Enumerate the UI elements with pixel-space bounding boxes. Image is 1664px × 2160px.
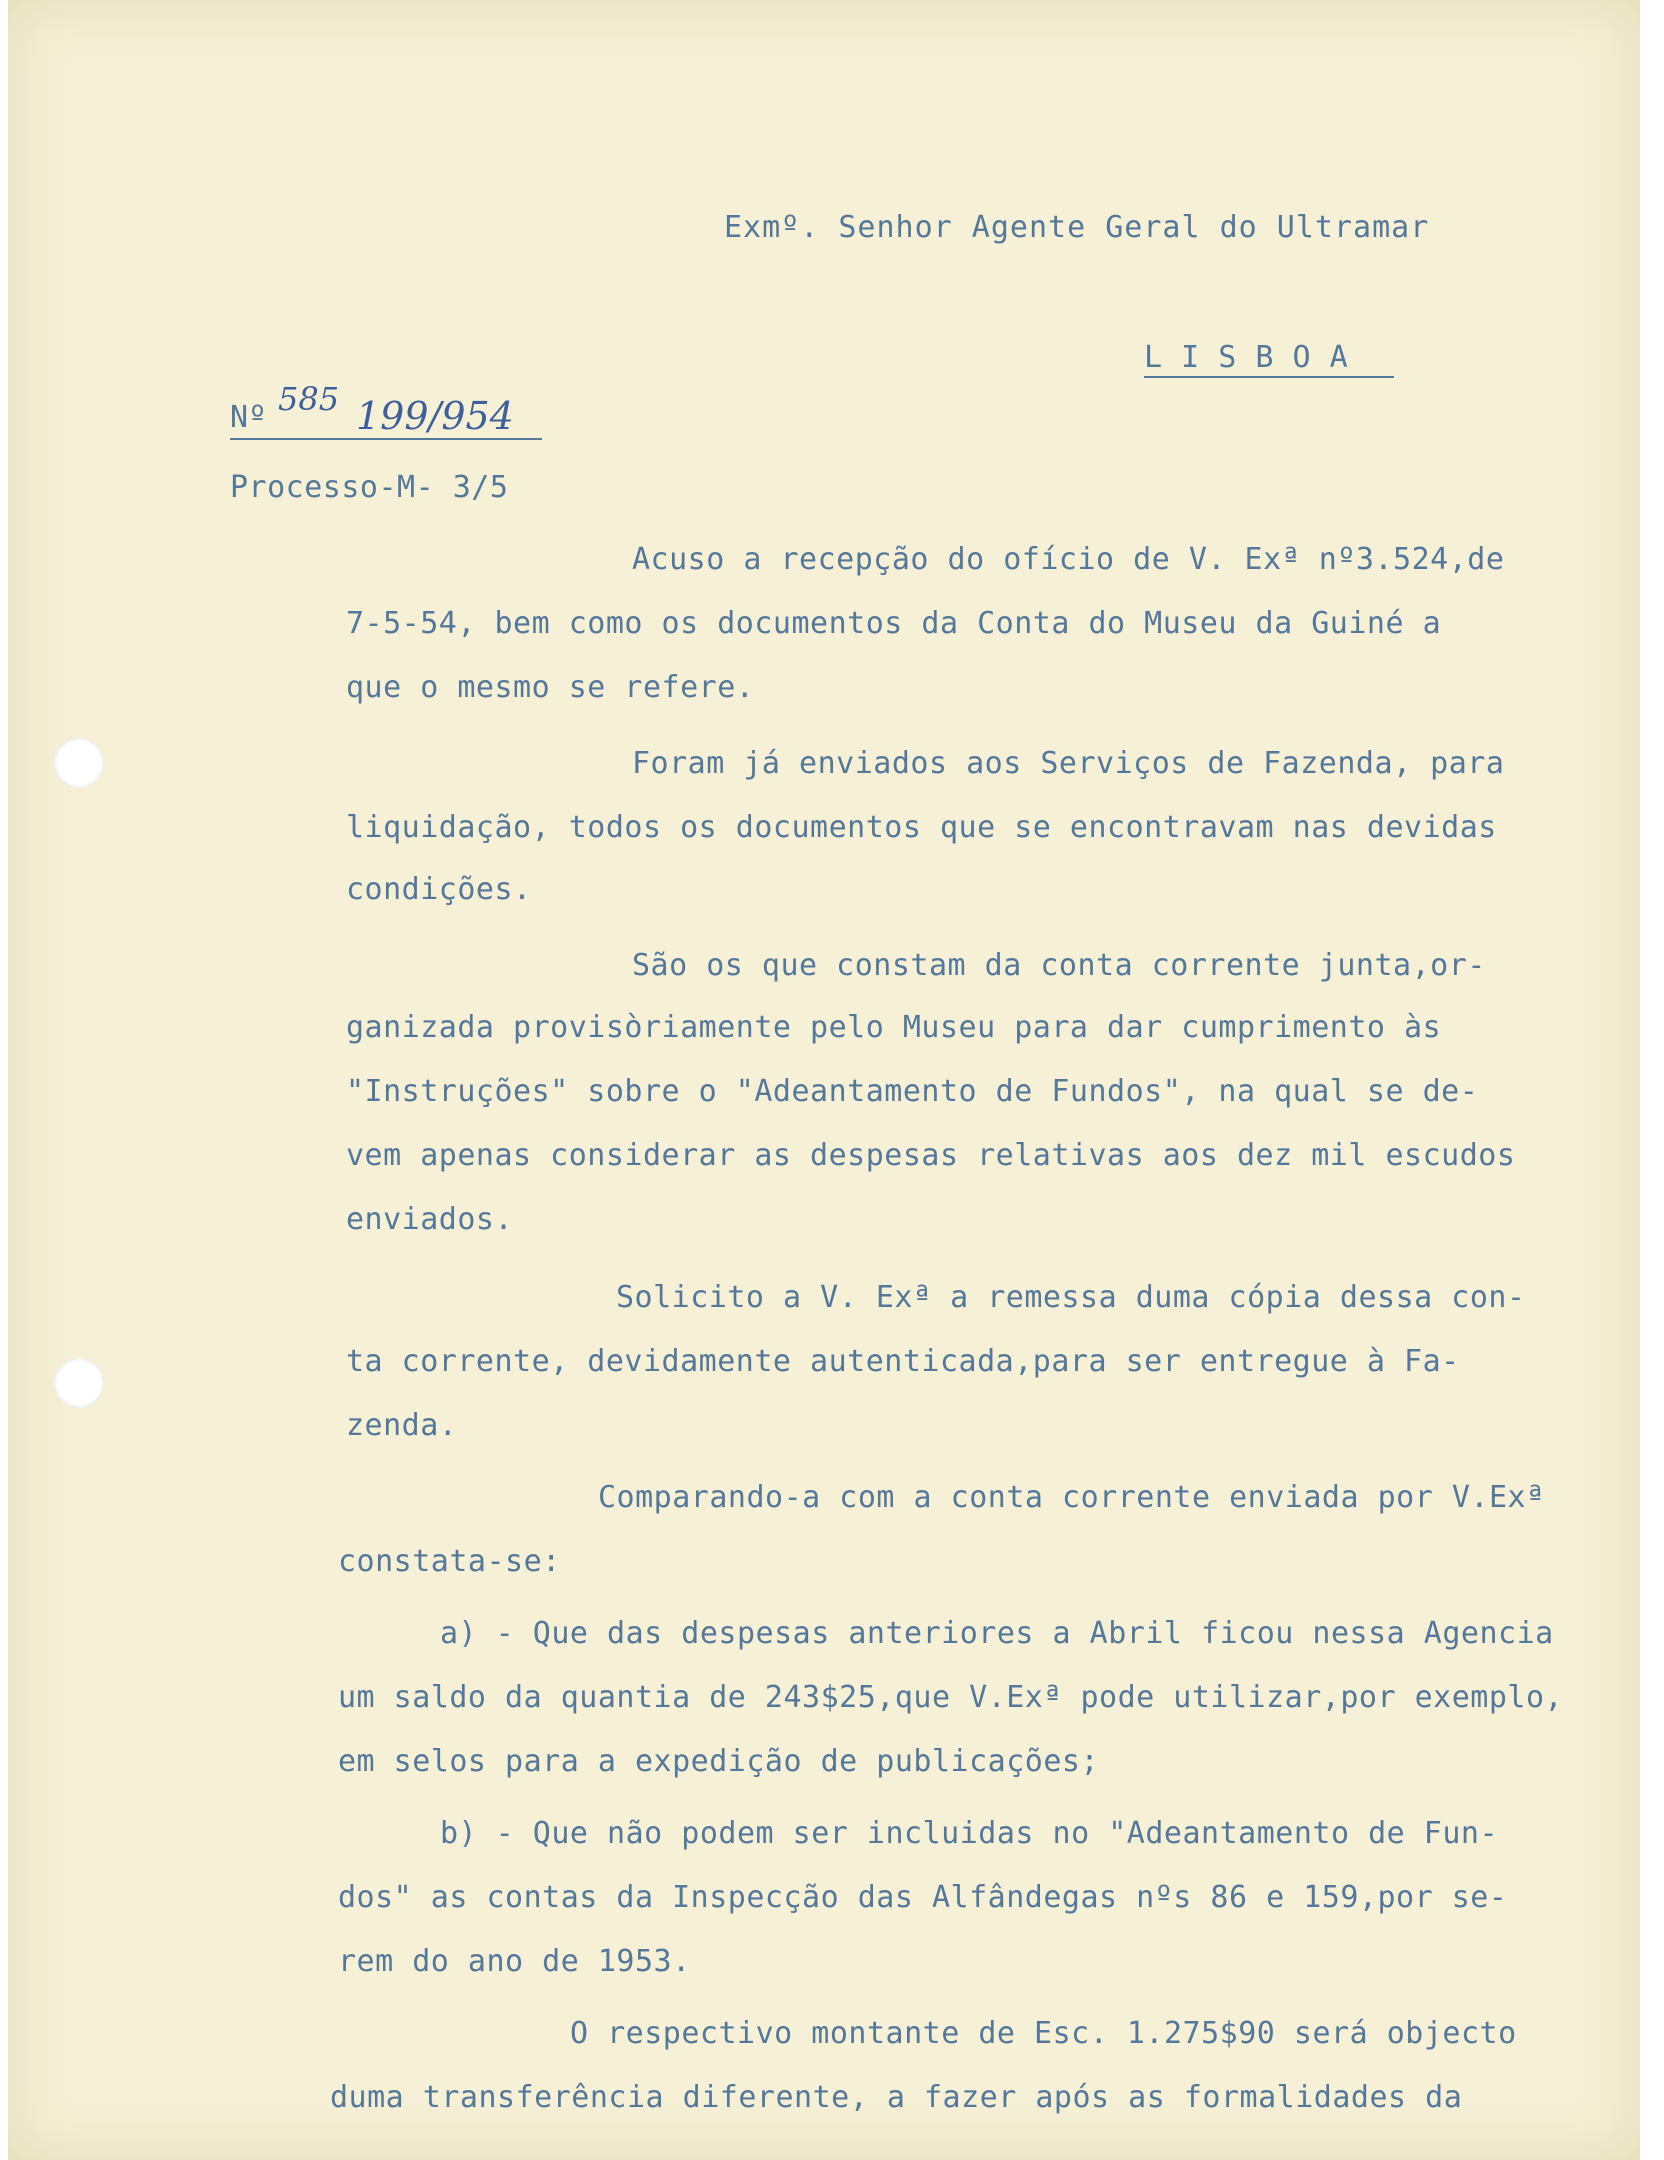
body-line: São os que constam da conta corrente junta,or- — [632, 948, 1486, 983]
body-line: vem apenas considerar as despesas relativas aos dez mil escudos — [346, 1138, 1516, 1173]
body-line: liquidação, todos os documentos que se encontravam nas devidas — [346, 810, 1497, 845]
body-line: um saldo da quantia de 243$25,que V.Exª pode utilizar,por exemplo, — [338, 1680, 1564, 1715]
body-line: "Instruções" sobre o "Adeantamento de Fundos", na qual se de- — [346, 1074, 1479, 1109]
addressee: Exmº. Senhor Agente Geral do Ultramar — [724, 210, 1430, 245]
body-line: ta corrente, devidamente autenticada,para ser entregue à Fa- — [346, 1344, 1460, 1379]
body-line: duma transferência diferente, a fazer após as formalidades da — [330, 2080, 1463, 2115]
body-line: ganizada provisòriamente pelo Museu para dar cumprimento às — [346, 1010, 1442, 1045]
body-line: Acuso a recepção do ofício de V. Exª nº3.524,de — [632, 542, 1505, 577]
city-underline — [1144, 376, 1394, 378]
body-line: zenda. — [346, 1408, 458, 1443]
city-heading: L I S B O A — [1144, 340, 1349, 375]
body-line: Foram já enviados aos Serviços de Fazenda, para — [632, 746, 1505, 781]
reference-handwritten-number: 585 — [278, 380, 340, 418]
body-line: dos" as contas da Inspecção das Alfândegas nºs 86 e 159,por se- — [338, 1880, 1508, 1915]
punch-hole-top — [54, 738, 104, 788]
body-line: que o mesmo se refere. — [346, 670, 755, 705]
body-line: condições. — [346, 872, 532, 907]
body-line: Comparando-a com a conta corrente enviada por V.Exª — [598, 1480, 1545, 1515]
body-line: enviados. — [346, 1202, 514, 1237]
body-line: 7-5-54, bem como os documentos da Conta do Museu da Guiné a — [346, 606, 1442, 641]
body-line: b) - Que não podem ser incluidas no "Adeantamento de Fun- — [440, 1816, 1499, 1851]
letter-page — [8, 0, 1640, 2160]
body-line: Solicito a V. Exª a remessa duma cópia dessa con- — [616, 1280, 1526, 1315]
reference-underline — [230, 438, 542, 440]
process-number: Processo-M- 3/5 — [230, 470, 509, 505]
body-line: a) - Que das despesas anteriores a Abril ficou nessa Agencia — [440, 1616, 1554, 1651]
body-line: constata-se: — [338, 1544, 561, 1579]
reference-date: 199/954 — [356, 394, 514, 438]
body-line: em selos para a expedição de publicações; — [338, 1744, 1100, 1779]
reference-prefix: Nº — [230, 400, 268, 435]
body-line: rem do ano de 1953. — [338, 1944, 691, 1979]
punch-hole-bottom — [54, 1358, 104, 1408]
body-line: O respectivo montante de Esc. 1.275$90 será objecto — [570, 2016, 1517, 2051]
